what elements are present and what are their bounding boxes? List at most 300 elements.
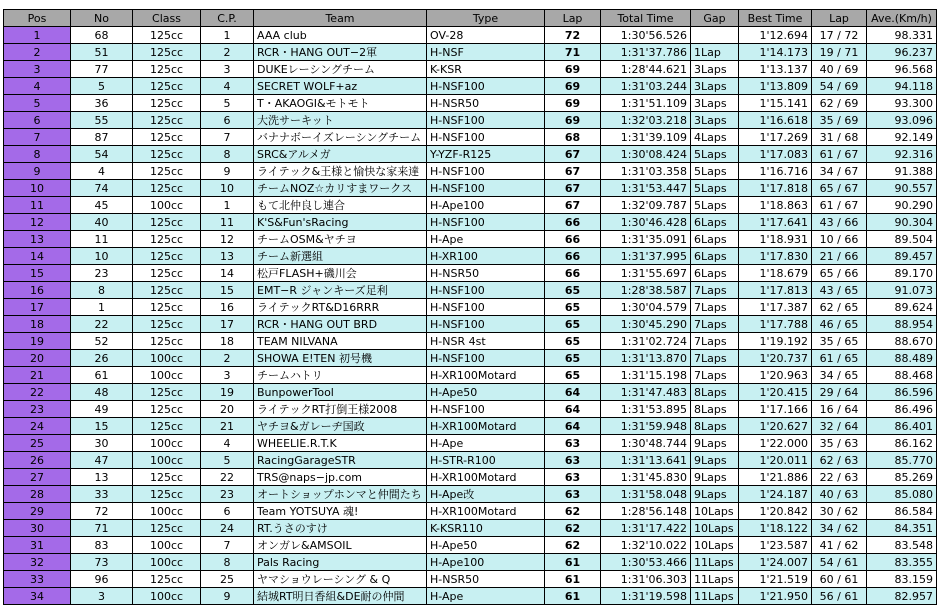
cell-team: RCR・HANG OUT−2軍 xyxy=(254,44,427,61)
cell-cp: 3 xyxy=(201,61,254,78)
cell-best-time: 1'20.737 xyxy=(739,350,812,367)
cell-team: TRS@naps−jp.com xyxy=(254,469,427,486)
cell-lap: 65 xyxy=(545,350,601,367)
cell-best-lap: 54 / 61 xyxy=(812,554,867,571)
cell-average-speed: 93.300 xyxy=(867,95,937,112)
cell-type: H-XR100Motard xyxy=(427,367,545,384)
cell-average-speed: 82.957 xyxy=(867,588,937,605)
cell-gap: 8Laps xyxy=(691,401,739,418)
cell-class: 125cc xyxy=(133,401,201,418)
cell-cp: 22 xyxy=(201,469,254,486)
cell-no: 15 xyxy=(71,418,133,435)
cell-no: 83 xyxy=(71,537,133,554)
cell-pos: 27 xyxy=(4,469,71,486)
cell-no: 47 xyxy=(71,452,133,469)
cell-lap: 61 xyxy=(545,588,601,605)
cell-no: 51 xyxy=(71,44,133,61)
cell-cp: 4 xyxy=(201,78,254,95)
cell-type: H-NSF100 xyxy=(427,78,545,95)
cell-no: 13 xyxy=(71,469,133,486)
cell-no: 40 xyxy=(71,214,133,231)
cell-cp: 6 xyxy=(201,112,254,129)
cell-team: ヤチヨ&ガレーヂ国政 xyxy=(254,418,427,435)
cell-class: 125cc xyxy=(133,214,201,231)
header-gap: Gap xyxy=(691,10,739,27)
cell-best-lap: 46 / 65 xyxy=(812,316,867,333)
cell-team: もて北仲良し連合 xyxy=(254,197,427,214)
cell-cp: 19 xyxy=(201,384,254,401)
cell-type: H-XR100Motard xyxy=(427,469,545,486)
cell-best-time: 1'20.842 xyxy=(739,503,812,520)
cell-type: H-Ape100 xyxy=(427,197,545,214)
cell-average-speed: 92.149 xyxy=(867,129,937,146)
cell-gap: 5Laps xyxy=(691,146,739,163)
cell-lap: 65 xyxy=(545,316,601,333)
cell-cp: 4 xyxy=(201,435,254,452)
header-best-lap: Lap xyxy=(812,10,867,27)
cell-best-lap: 62 / 69 xyxy=(812,95,867,112)
cell-lap: 62 xyxy=(545,520,601,537)
cell-class: 100cc xyxy=(133,367,201,384)
cell-gap: 9Laps xyxy=(691,486,739,503)
cell-no: 5 xyxy=(71,78,133,95)
cell-total-time: 1:28'56.148 xyxy=(601,503,691,520)
cell-pos: 8 xyxy=(4,146,71,163)
cell-class: 125cc xyxy=(133,333,201,350)
cell-average-speed: 85.269 xyxy=(867,469,937,486)
cell-class: 125cc xyxy=(133,384,201,401)
cell-type: H-NSF100 xyxy=(427,112,545,129)
cell-gap: 8Laps xyxy=(691,384,739,401)
cell-type: K-KSR110 xyxy=(427,520,545,537)
cell-best-time: 1'20.627 xyxy=(739,418,812,435)
cell-lap: 65 xyxy=(545,367,601,384)
cell-best-time: 1'13.809 xyxy=(739,78,812,95)
cell-class: 125cc xyxy=(133,316,201,333)
cell-type: H-Ape100 xyxy=(427,554,545,571)
cell-type: H-Ape改 xyxy=(427,486,545,503)
table-row xyxy=(4,163,937,180)
cell-best-lap: 31 / 68 xyxy=(812,129,867,146)
cell-class: 100cc xyxy=(133,350,201,367)
cell-best-time: 1'17.083 xyxy=(739,146,812,163)
cell-pos: 5 xyxy=(4,95,71,112)
cell-best-lap: 40 / 69 xyxy=(812,61,867,78)
results-body xyxy=(4,27,937,605)
cell-total-time: 1:31'45.830 xyxy=(601,469,691,486)
cell-best-lap: 43 / 66 xyxy=(812,214,867,231)
cell-total-time: 1:28'38.587 xyxy=(601,282,691,299)
table-row xyxy=(4,350,937,367)
cell-no: 74 xyxy=(71,180,133,197)
cell-type: H-NSF100 xyxy=(427,299,545,316)
cell-class: 125cc xyxy=(133,231,201,248)
cell-pos: 18 xyxy=(4,316,71,333)
cell-type: H-Ape xyxy=(427,231,545,248)
cell-average-speed: 90.304 xyxy=(867,214,937,231)
cell-cp: 12 xyxy=(201,231,254,248)
cell-average-speed: 86.496 xyxy=(867,401,937,418)
cell-lap: 63 xyxy=(545,452,601,469)
table-row xyxy=(4,214,937,231)
cell-best-time: 1'17.387 xyxy=(739,299,812,316)
cell-no: 87 xyxy=(71,129,133,146)
cell-cp: 5 xyxy=(201,452,254,469)
cell-pos: 20 xyxy=(4,350,71,367)
cell-average-speed: 85.770 xyxy=(867,452,937,469)
table-row xyxy=(4,588,937,605)
cell-type: H-NSR50 xyxy=(427,571,545,588)
cell-best-time: 1'17.813 xyxy=(739,282,812,299)
cell-lap: 64 xyxy=(545,401,601,418)
cell-class: 125cc xyxy=(133,112,201,129)
cell-type: Y-YZF-R125 xyxy=(427,146,545,163)
cell-pos: 9 xyxy=(4,163,71,180)
cell-average-speed: 89.457 xyxy=(867,248,937,265)
cell-type: H-NSR50 xyxy=(427,95,545,112)
cell-total-time: 1:31'13.641 xyxy=(601,452,691,469)
cell-best-time: 1'18.931 xyxy=(739,231,812,248)
table-row xyxy=(4,61,937,78)
cell-total-time: 1:30'48.744 xyxy=(601,435,691,452)
cell-total-time: 1:32'10.022 xyxy=(601,537,691,554)
cell-average-speed: 94.118 xyxy=(867,78,937,95)
cell-no: 22 xyxy=(71,316,133,333)
header-class: Class xyxy=(133,10,201,27)
cell-average-speed: 86.584 xyxy=(867,503,937,520)
cell-best-time: 1'17.269 xyxy=(739,129,812,146)
cell-average-speed: 89.624 xyxy=(867,299,937,316)
cell-gap: 7Laps xyxy=(691,282,739,299)
cell-lap: 67 xyxy=(545,180,601,197)
cell-best-time: 1'16.716 xyxy=(739,163,812,180)
cell-total-time: 1:31'15.198 xyxy=(601,367,691,384)
cell-team: RacingGarageSTR xyxy=(254,452,427,469)
cell-type: H-NSF xyxy=(427,44,545,61)
cell-total-time: 1:31'17.422 xyxy=(601,520,691,537)
cell-pos: 17 xyxy=(4,299,71,316)
cell-gap: 6Laps xyxy=(691,214,739,231)
cell-total-time: 1:31'39.109 xyxy=(601,129,691,146)
cell-best-time: 1'20.963 xyxy=(739,367,812,384)
cell-total-time: 1:31'55.697 xyxy=(601,265,691,282)
cell-best-time: 1'13.137 xyxy=(739,61,812,78)
table-row xyxy=(4,469,937,486)
cell-no: 23 xyxy=(71,265,133,282)
cell-best-lap: 10 / 66 xyxy=(812,231,867,248)
cell-best-time: 1'19.192 xyxy=(739,333,812,350)
cell-best-lap: 62 / 65 xyxy=(812,299,867,316)
cell-class: 100cc xyxy=(133,554,201,571)
cell-team: RCR・HANG OUT BRD xyxy=(254,316,427,333)
cell-best-lap: 41 / 62 xyxy=(812,537,867,554)
cell-best-time: 1'24.007 xyxy=(739,554,812,571)
cell-cp: 18 xyxy=(201,333,254,350)
cell-average-speed: 89.170 xyxy=(867,265,937,282)
cell-cp: 7 xyxy=(201,537,254,554)
cell-best-lap: 30 / 62 xyxy=(812,503,867,520)
cell-gap: 11Laps xyxy=(691,588,739,605)
cell-best-lap: 35 / 65 xyxy=(812,333,867,350)
cell-cp: 2 xyxy=(201,44,254,61)
cell-pos: 2 xyxy=(4,44,71,61)
cell-average-speed: 86.162 xyxy=(867,435,937,452)
cell-average-speed: 96.568 xyxy=(867,61,937,78)
cell-best-lap: 29 / 64 xyxy=(812,384,867,401)
cell-gap: 10Laps xyxy=(691,537,739,554)
cell-team: EMT−R ジャンキーズ足利 xyxy=(254,282,427,299)
cell-lap: 65 xyxy=(545,299,601,316)
cell-best-time: 1'17.166 xyxy=(739,401,812,418)
cell-no: 4 xyxy=(71,163,133,180)
cell-no: 3 xyxy=(71,588,133,605)
cell-best-lap: 54 / 69 xyxy=(812,78,867,95)
cell-pos: 34 xyxy=(4,588,71,605)
cell-pos: 1 xyxy=(4,27,71,44)
cell-pos: 6 xyxy=(4,112,71,129)
cell-class: 125cc xyxy=(133,248,201,265)
cell-pos: 30 xyxy=(4,520,71,537)
cell-average-speed: 86.596 xyxy=(867,384,937,401)
cell-class: 125cc xyxy=(133,282,201,299)
cell-type: H-XR100Motard xyxy=(427,418,545,435)
cell-best-lap: 34 / 67 xyxy=(812,163,867,180)
cell-gap xyxy=(691,27,739,44)
cell-class: 125cc xyxy=(133,78,201,95)
cell-total-time: 1:31'37.995 xyxy=(601,248,691,265)
cell-team: DUKEレーシングチーム xyxy=(254,61,427,78)
cell-cp: 24 xyxy=(201,520,254,537)
cell-team: TEAM NILVANA xyxy=(254,333,427,350)
cell-best-lap: 56 / 61 xyxy=(812,588,867,605)
table-row xyxy=(4,129,937,146)
cell-best-lap: 35 / 69 xyxy=(812,112,867,129)
cell-lap: 69 xyxy=(545,61,601,78)
cell-class: 125cc xyxy=(133,571,201,588)
cell-class: 125cc xyxy=(133,418,201,435)
cell-gap: 10Laps xyxy=(691,503,739,520)
cell-team: ライテックRT&D16RRR xyxy=(254,299,427,316)
cell-type: K-KSR xyxy=(427,61,545,78)
cell-gap: 9Laps xyxy=(691,435,739,452)
cell-total-time: 1:31'47.483 xyxy=(601,384,691,401)
header-lap: Lap xyxy=(545,10,601,27)
cell-total-time: 1:31'03.244 xyxy=(601,78,691,95)
header-cp: C.P. xyxy=(201,10,254,27)
cell-total-time: 1:32'03.218 xyxy=(601,112,691,129)
cell-type: H-NSR 4st xyxy=(427,333,545,350)
cell-average-speed: 91.073 xyxy=(867,282,937,299)
table-row xyxy=(4,197,937,214)
cell-cp: 9 xyxy=(201,588,254,605)
cell-best-time: 1'17.830 xyxy=(739,248,812,265)
cell-total-time: 1:31'35.091 xyxy=(601,231,691,248)
cell-team: 松戸FLASH+磯川会 xyxy=(254,265,427,282)
cell-average-speed: 92.316 xyxy=(867,146,937,163)
cell-no: 73 xyxy=(71,554,133,571)
cell-lap: 69 xyxy=(545,95,601,112)
cell-class: 100cc xyxy=(133,435,201,452)
cell-pos: 25 xyxy=(4,435,71,452)
header-row xyxy=(4,10,937,27)
table-row xyxy=(4,248,937,265)
cell-lap: 66 xyxy=(545,231,601,248)
cell-best-time: 1'20.415 xyxy=(739,384,812,401)
race-results-table xyxy=(3,9,937,605)
cell-team: T・AKAOGI&モトモト xyxy=(254,95,427,112)
cell-lap: 68 xyxy=(545,129,601,146)
cell-best-time: 1'17.818 xyxy=(739,180,812,197)
cell-class: 100cc xyxy=(133,452,201,469)
cell-gap: 5Laps xyxy=(691,180,739,197)
cell-gap: 9Laps xyxy=(691,469,739,486)
cell-pos: 15 xyxy=(4,265,71,282)
cell-no: 26 xyxy=(71,350,133,367)
cell-lap: 66 xyxy=(545,214,601,231)
cell-average-speed: 86.401 xyxy=(867,418,937,435)
cell-class: 125cc xyxy=(133,486,201,503)
cell-no: 36 xyxy=(71,95,133,112)
cell-best-lap: 21 / 66 xyxy=(812,248,867,265)
cell-team: K'S&Fun'sRacing xyxy=(254,214,427,231)
cell-no: 1 xyxy=(71,299,133,316)
cell-lap: 69 xyxy=(545,112,601,129)
cell-average-speed: 90.557 xyxy=(867,180,937,197)
cell-best-lap: 40 / 63 xyxy=(812,486,867,503)
cell-type: H-NSF100 xyxy=(427,163,545,180)
cell-lap: 67 xyxy=(545,163,601,180)
cell-best-lap: 61 / 65 xyxy=(812,350,867,367)
header-no: No xyxy=(71,10,133,27)
cell-type: H-Ape50 xyxy=(427,537,545,554)
results-table-container xyxy=(3,9,937,605)
cell-pos: 32 xyxy=(4,554,71,571)
cell-total-time: 1:31'06.303 xyxy=(601,571,691,588)
cell-pos: 24 xyxy=(4,418,71,435)
cell-best-time: 1'14.173 xyxy=(739,44,812,61)
cell-gap: 5Laps xyxy=(691,163,739,180)
cell-no: 33 xyxy=(71,486,133,503)
cell-lap: 66 xyxy=(545,248,601,265)
cell-total-time: 1:30'04.579 xyxy=(601,299,691,316)
cell-gap: 3Laps xyxy=(691,112,739,129)
cell-type: H-Ape50 xyxy=(427,384,545,401)
cell-best-lap: 22 / 63 xyxy=(812,469,867,486)
cell-gap: 3Laps xyxy=(691,61,739,78)
cell-pos: 31 xyxy=(4,537,71,554)
cell-type: H-NSF100 xyxy=(427,316,545,333)
table-row xyxy=(4,27,937,44)
cell-total-time: 1:31'19.598 xyxy=(601,588,691,605)
cell-total-time: 1:31'13.870 xyxy=(601,350,691,367)
cell-type: H-NSF100 xyxy=(427,350,545,367)
cell-gap: 3Laps xyxy=(691,95,739,112)
header-average-speed: Ave.(Km/h) xyxy=(867,10,937,27)
cell-cp: 1 xyxy=(201,197,254,214)
cell-best-time: 1'21.886 xyxy=(739,469,812,486)
cell-team: SECRET WOLF+az xyxy=(254,78,427,95)
cell-cp: 23 xyxy=(201,486,254,503)
table-row xyxy=(4,265,937,282)
cell-pos: 3 xyxy=(4,61,71,78)
cell-cp: 10 xyxy=(201,180,254,197)
cell-no: 8 xyxy=(71,282,133,299)
cell-gap: 7Laps xyxy=(691,299,739,316)
cell-total-time: 1:31'37.786 xyxy=(601,44,691,61)
cell-class: 125cc xyxy=(133,163,201,180)
cell-no: 10 xyxy=(71,248,133,265)
cell-best-lap: 34 / 62 xyxy=(812,520,867,537)
cell-class: 100cc xyxy=(133,197,201,214)
cell-average-speed: 83.355 xyxy=(867,554,937,571)
table-row xyxy=(4,435,937,452)
cell-best-time: 1'18.863 xyxy=(739,197,812,214)
cell-team: チームOSM&ヤチヨ xyxy=(254,231,427,248)
cell-total-time: 1:31'58.048 xyxy=(601,486,691,503)
cell-best-time: 1'17.641 xyxy=(739,214,812,231)
cell-total-time: 1:31'51.109 xyxy=(601,95,691,112)
cell-type: H-NSF100 xyxy=(427,401,545,418)
table-row xyxy=(4,333,937,350)
cell-pos: 21 xyxy=(4,367,71,384)
cell-type: H-XR100 xyxy=(427,248,545,265)
cell-pos: 13 xyxy=(4,231,71,248)
cell-lap: 66 xyxy=(545,265,601,282)
table-row xyxy=(4,537,937,554)
cell-total-time: 1:30'56.526 xyxy=(601,27,691,44)
cell-total-time: 1:31'53.895 xyxy=(601,401,691,418)
cell-lap: 63 xyxy=(545,435,601,452)
cell-gap: 3Laps xyxy=(691,78,739,95)
cell-lap: 69 xyxy=(545,78,601,95)
cell-gap: 6Laps xyxy=(691,265,739,282)
cell-total-time: 1:28'44.621 xyxy=(601,61,691,78)
cell-class: 100cc xyxy=(133,503,201,520)
cell-no: 45 xyxy=(71,197,133,214)
cell-cp: 1 xyxy=(201,27,254,44)
cell-class: 100cc xyxy=(133,537,201,554)
table-row xyxy=(4,367,937,384)
cell-gap: 8Laps xyxy=(691,418,739,435)
cell-pos: 22 xyxy=(4,384,71,401)
cell-total-time: 1:30'45.290 xyxy=(601,316,691,333)
cell-pos: 23 xyxy=(4,401,71,418)
cell-type: H-NSF100 xyxy=(427,180,545,197)
cell-best-time: 1'24.187 xyxy=(739,486,812,503)
cell-average-speed: 88.489 xyxy=(867,350,937,367)
cell-no: 49 xyxy=(71,401,133,418)
cell-type: OV-28 xyxy=(427,27,545,44)
table-row xyxy=(4,503,937,520)
cell-team: ライテックRT打倒王様2008 xyxy=(254,401,427,418)
cell-no: 52 xyxy=(71,333,133,350)
cell-cp: 5 xyxy=(201,95,254,112)
cell-cp: 8 xyxy=(201,146,254,163)
table-row xyxy=(4,146,937,163)
cell-class: 125cc xyxy=(133,146,201,163)
cell-lap: 71 xyxy=(545,44,601,61)
cell-lap: 61 xyxy=(545,554,601,571)
cell-team: 大洗サーキット xyxy=(254,112,427,129)
cell-gap: 11Laps xyxy=(691,554,739,571)
cell-type: H-NSR50 xyxy=(427,265,545,282)
cell-cp: 9 xyxy=(201,163,254,180)
cell-pos: 26 xyxy=(4,452,71,469)
cell-no: 54 xyxy=(71,146,133,163)
cell-cp: 8 xyxy=(201,554,254,571)
cell-best-time: 1'21.950 xyxy=(739,588,812,605)
table-row xyxy=(4,112,937,129)
